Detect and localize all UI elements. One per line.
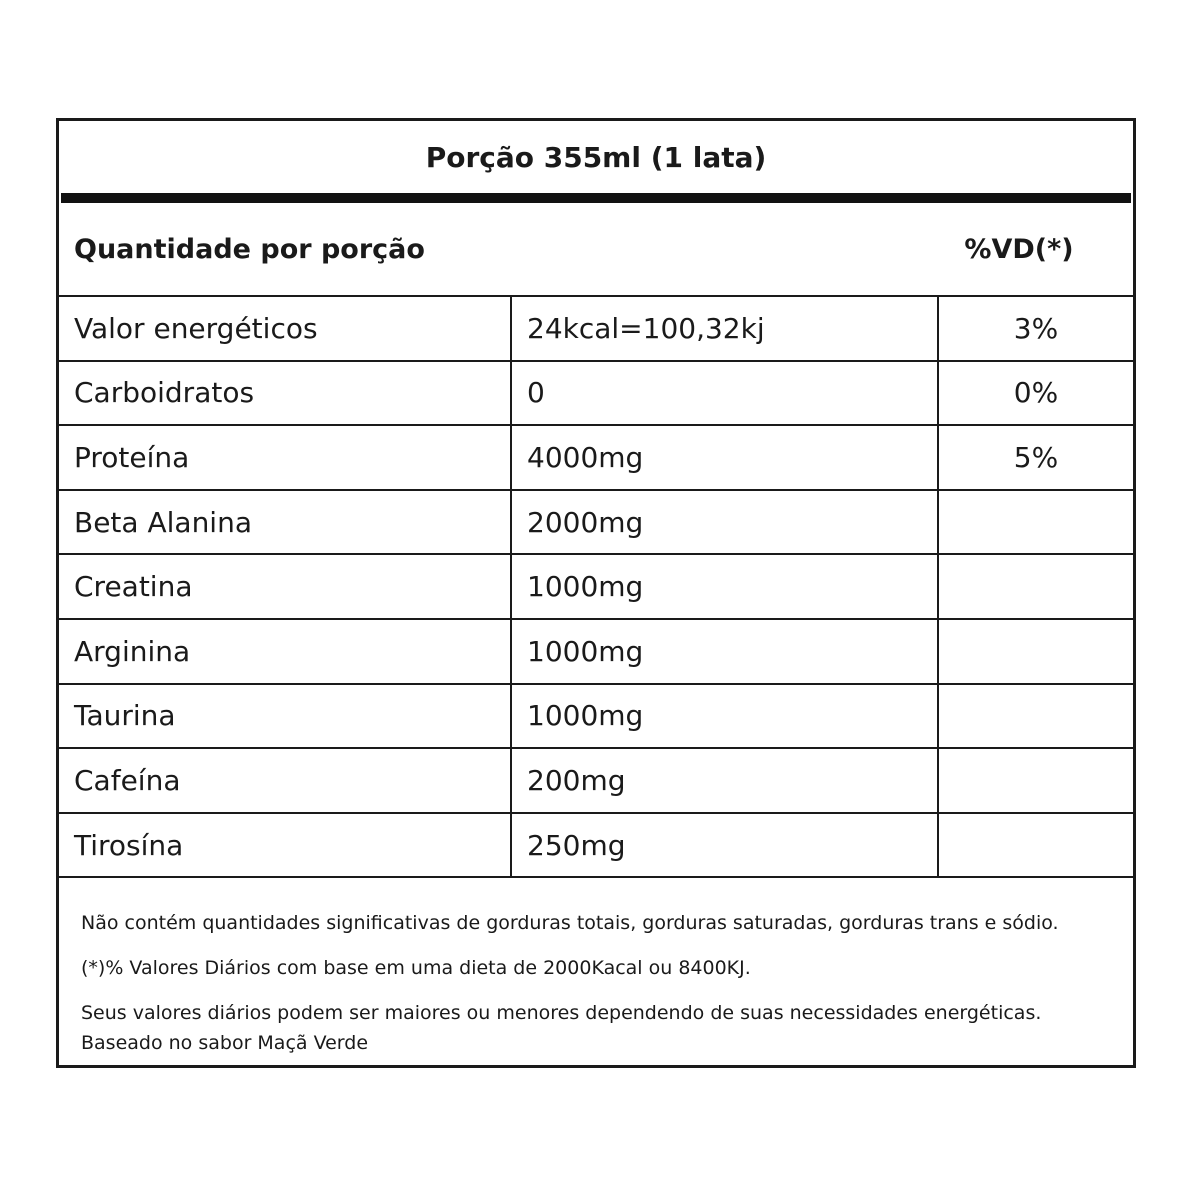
nutrient-name: Taurina bbox=[59, 684, 511, 749]
nutrient-name: Cafeína bbox=[59, 748, 511, 813]
nutrient-amount: 1000mg bbox=[511, 684, 938, 749]
nutrition-facts-label bbox=[56, 118, 1136, 1068]
nutrient-daily-value bbox=[938, 619, 1133, 684]
nutrient-name: Proteína bbox=[59, 425, 511, 490]
nutrient-amount: 4000mg bbox=[511, 425, 938, 490]
footnote-no-significant-amounts: Não contém quantidades significativas de gorduras totais, gorduras saturadas, gorduras trans e sódio. bbox=[81, 912, 1059, 935]
nutrient-daily-value bbox=[938, 813, 1133, 878]
nutrient-daily-value bbox=[938, 748, 1133, 813]
nutrient-amount: 1000mg bbox=[511, 619, 938, 684]
nutrition-table bbox=[59, 297, 1133, 878]
table-row bbox=[59, 425, 1133, 490]
nutrient-daily-value bbox=[938, 490, 1133, 555]
nutrient-amount: 24kcal=100,32kj bbox=[511, 297, 938, 361]
nutrient-name: Arginina bbox=[59, 619, 511, 684]
nutrient-amount: 0 bbox=[511, 361, 938, 426]
table-row bbox=[59, 684, 1133, 749]
nutrient-daily-value: 0% bbox=[938, 361, 1133, 426]
table-header bbox=[59, 203, 1133, 297]
nutrient-amount: 2000mg bbox=[511, 490, 938, 555]
nutrient-daily-value: 5% bbox=[938, 425, 1133, 490]
table-row bbox=[59, 554, 1133, 619]
table-row bbox=[59, 361, 1133, 426]
nutrient-name: Valor energéticos bbox=[59, 297, 511, 361]
thick-divider bbox=[61, 193, 1131, 203]
header-daily-value: %VD(*) bbox=[964, 233, 1074, 265]
header-quantity-per-serving: Quantidade por porção bbox=[74, 233, 425, 265]
nutrient-amount: 200mg bbox=[511, 748, 938, 813]
nutrient-daily-value bbox=[938, 554, 1133, 619]
nutrient-amount: 1000mg bbox=[511, 554, 938, 619]
nutrient-daily-value bbox=[938, 684, 1133, 749]
nutrient-name: Carboidratos bbox=[59, 361, 511, 426]
table-row bbox=[59, 297, 1133, 361]
footnote-daily-values-basis: (*)% Valores Diários com base em uma dieta de 2000Kacal ou 8400KJ. bbox=[81, 957, 751, 980]
table-row bbox=[59, 748, 1133, 813]
nutrient-daily-value: 3% bbox=[938, 297, 1133, 361]
nutrient-amount: 250mg bbox=[511, 813, 938, 878]
serving-size-title: Porção 355ml (1 lata) bbox=[425, 140, 767, 174]
table-row bbox=[59, 490, 1133, 555]
nutrient-name: Beta Alanina bbox=[59, 490, 511, 555]
table-row bbox=[59, 619, 1133, 684]
footnote-energy-needs: Seus valores diários podem ser maiores ou menores dependendo de suas necessidades energéticas. bbox=[81, 1002, 1042, 1025]
table-row bbox=[59, 813, 1133, 878]
nutrient-name: Creatina bbox=[59, 554, 511, 619]
footnote-flavor: Baseado no sabor Maçã Verde bbox=[81, 1032, 369, 1055]
nutrient-name: Tirosína bbox=[59, 813, 511, 878]
footnotes bbox=[59, 878, 1133, 1058]
